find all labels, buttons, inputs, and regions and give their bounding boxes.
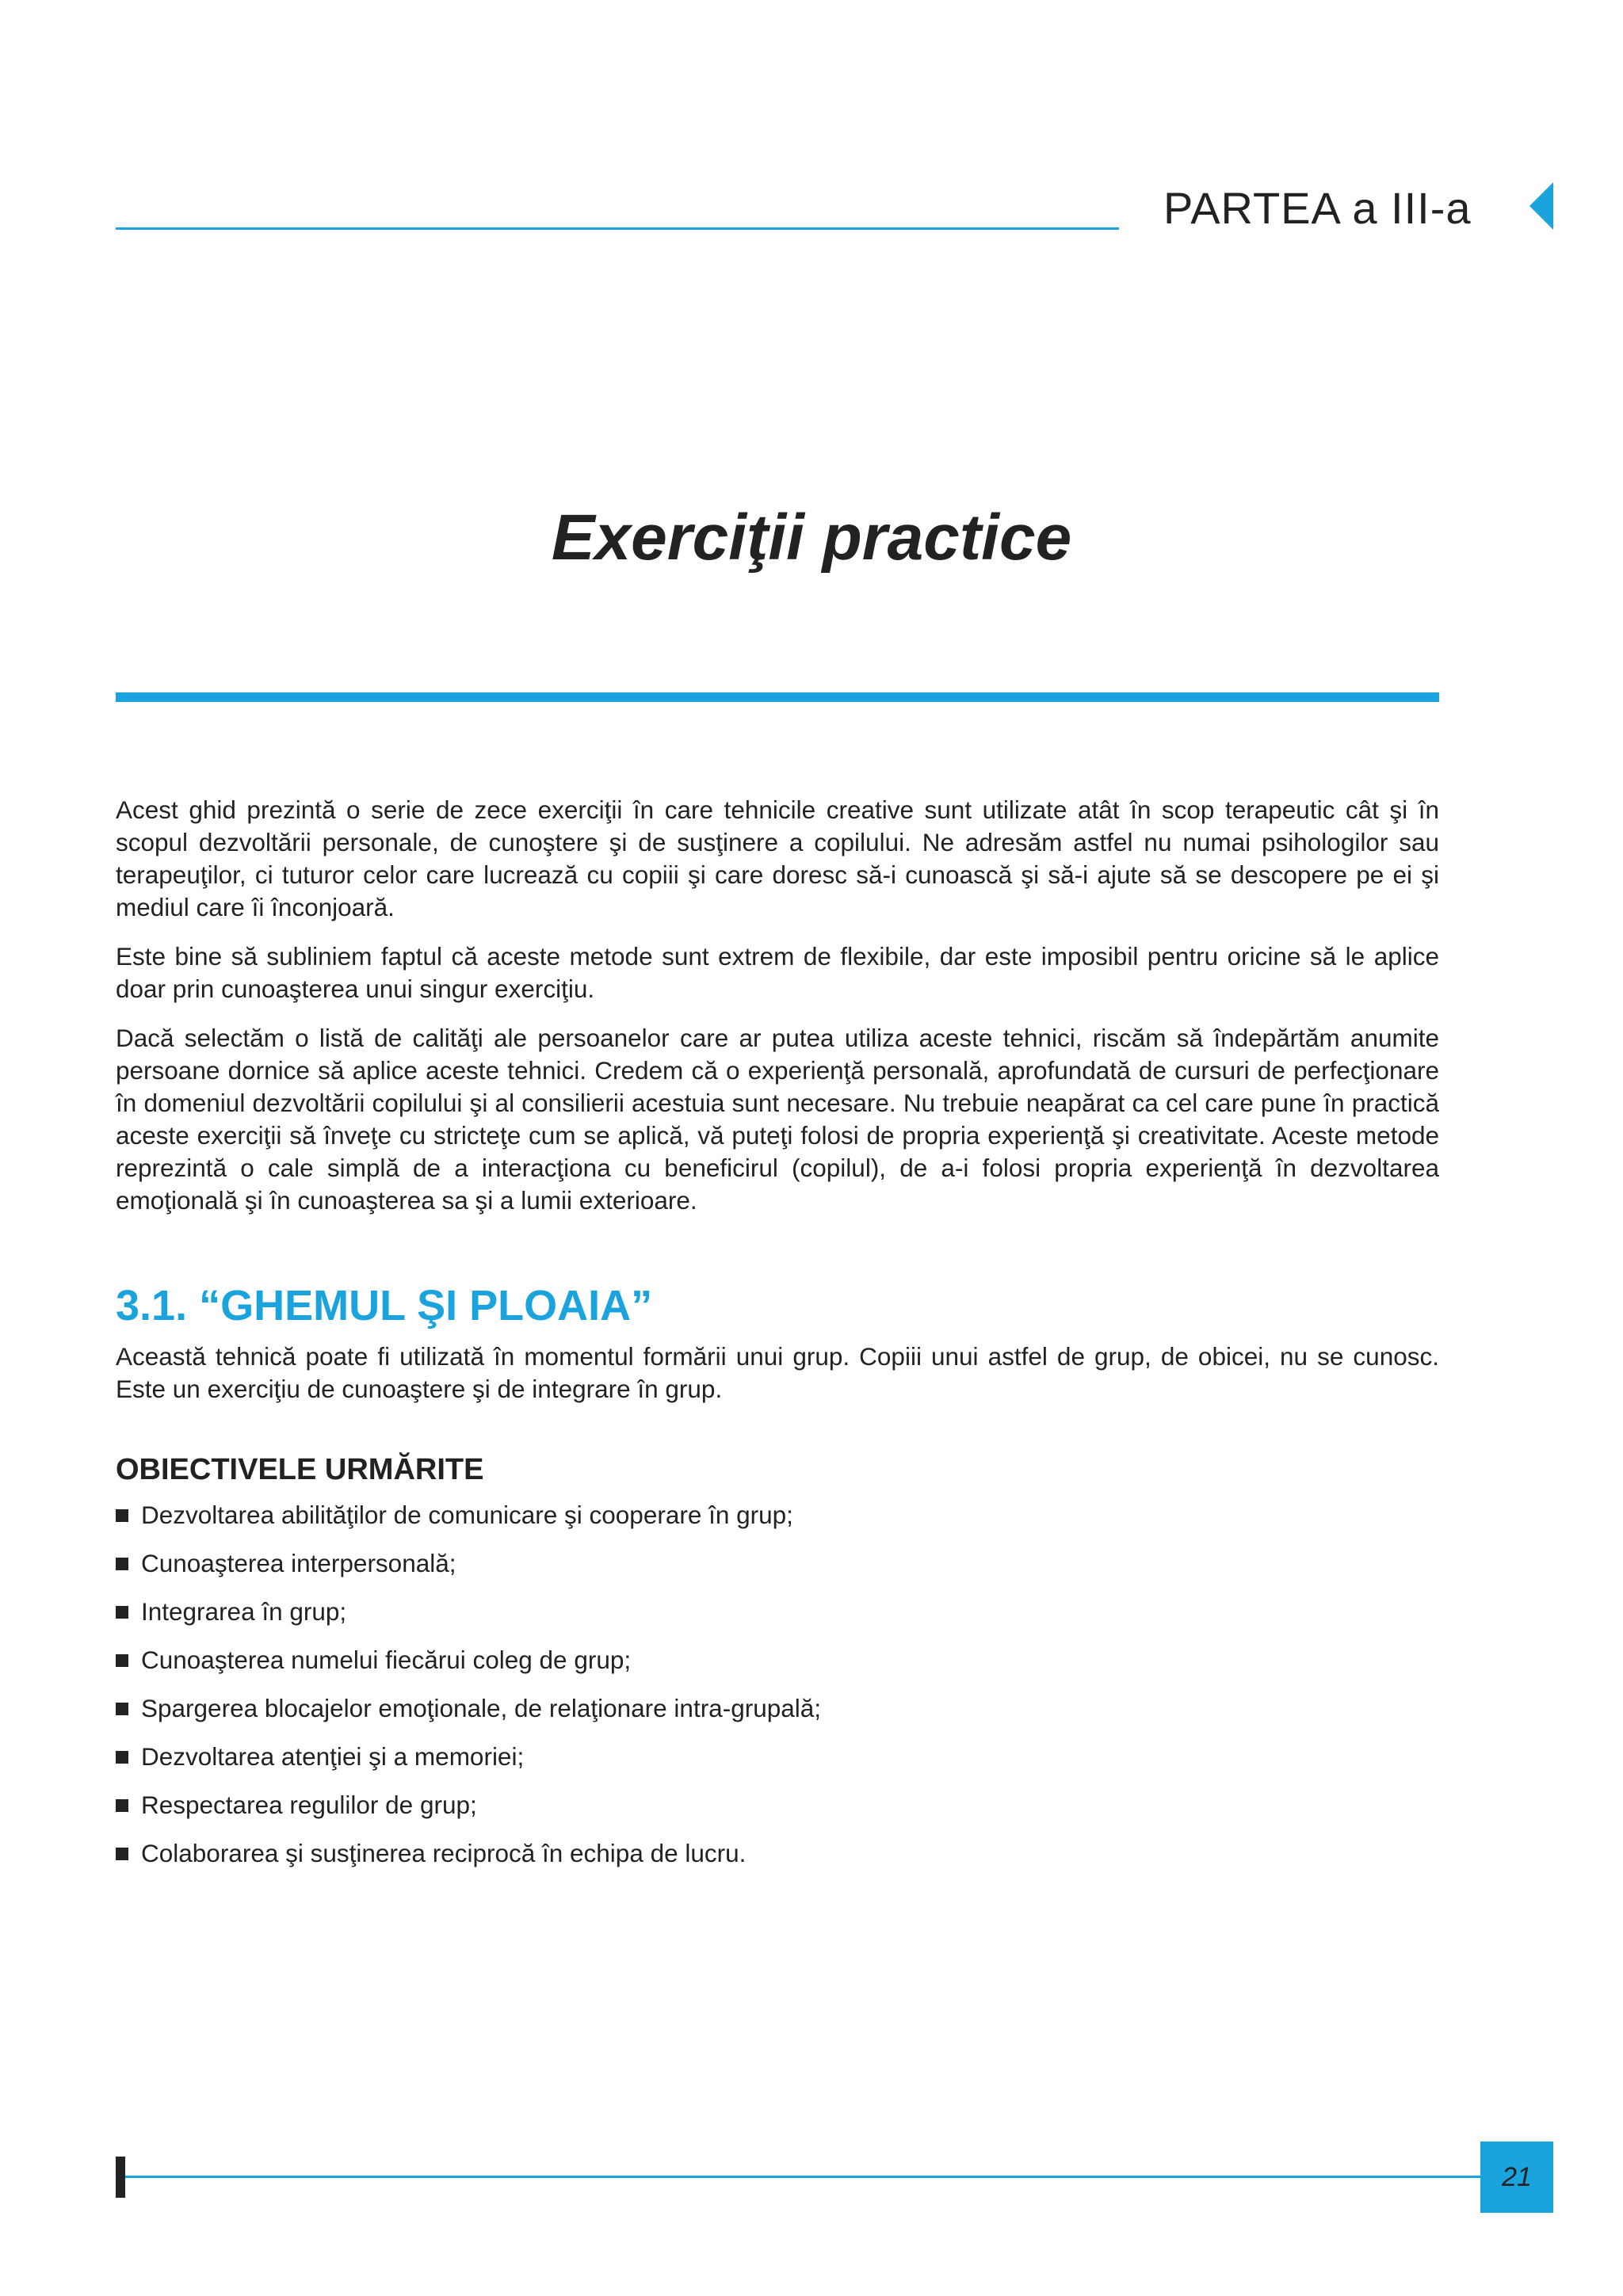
intro-paragraph: Acest ghid prezintă o serie de zece exerciţii în care tehnicile creative sunt utilizate atât în scop terapeutic cât şi în scopul dezvoltării personale, de cunoştere şi de susţinere a copilului. Ne adresăm astfel nu numai psihologilor sau terapeuţilor, ci tuturor celor care lucrează cu copiii şi care doresc să-i cunoască şi să-i ajute să se descopere pe ei şi mediul care îi înconjoară. bbox=[116, 795, 1439, 921]
square-bullet-icon bbox=[116, 1848, 128, 1860]
triangle-left-icon bbox=[1529, 182, 1553, 230]
objectives-heading: OBIECTIVELE URMĂRITE bbox=[116, 1453, 484, 1486]
footer-bar bbox=[116, 2157, 125, 2198]
list-item bbox=[116, 1499, 1439, 1531]
list-item bbox=[116, 1789, 1439, 1821]
intro-paragraph: Dacă selectăm o listă de calităţi ale persoanelor care ar putea utiliza aceste tehnici, riscăm să îndepărtăm anumite persoane dornice să aplice aceste tehnici. Credem că o experienţă personală, aprofundată de cursuri de perfecţionare în domeniul dezvoltării copilului şi al consilierii acestuia sunt necesare. Nu trebuie neapărat ca cel care pune în practică aceste exerciţii să înveţe cu stricteţe cum se aplică, vă puteţi folosi de propria experienţă şi creativitate. Aceste metode reprezintă o cale simplă de a interacţiona cu beneficirul (copilul), de a-i folosi propria experienţă în dezvoltarea emoţională şi în cunoaşterea sa şi a lumii exterioare. bbox=[116, 1024, 1439, 1215]
part-label: PARTEA a III-a bbox=[1163, 183, 1472, 233]
square-bullet-icon bbox=[116, 1558, 128, 1570]
list-item bbox=[116, 1547, 1439, 1580]
list-item-text: Spargerea blocajelor emoţionale, de relaţionare intra-grupală; bbox=[141, 1694, 822, 1722]
page-content bbox=[116, 794, 1439, 1886]
square-bullet-icon bbox=[116, 1703, 128, 1715]
section-heading: 3.1. “GHEMUL ŞI PLOAIA” bbox=[116, 1282, 653, 1329]
square-bullet-icon bbox=[116, 1606, 128, 1619]
page-title: Exerciţii practice bbox=[551, 502, 1072, 574]
list-item-text: Cunoaşterea numelui fiecărui coleg de grup; bbox=[141, 1646, 632, 1674]
footer-rule bbox=[125, 2176, 1480, 2178]
page-number-box bbox=[1480, 2142, 1553, 2213]
list-item-text: Cunoaşterea interpersonală; bbox=[141, 1549, 456, 1577]
list-item bbox=[116, 1692, 1439, 1725]
list-item-text: Respectarea regulilor de grup; bbox=[141, 1791, 477, 1819]
list-item-text: Integrarea în grup; bbox=[141, 1597, 347, 1626]
objectives-list bbox=[116, 1499, 1439, 1870]
intro-paragraph: Este bine să subliniem faptul că aceste metode sunt extrem de flexibile, dar este imposibil pentru oricine să le aplice doar prin cunoaşterea unui singur exerciţiu. bbox=[116, 942, 1439, 1003]
list-item bbox=[116, 1596, 1439, 1628]
title-rule bbox=[116, 692, 1439, 702]
header-rule bbox=[116, 227, 1119, 230]
list-item bbox=[116, 1741, 1439, 1773]
section-paragraph: Această tehnică poate fi utilizată în momentul formării unui grup. Copiii unui astfel de grup, de obicei, nu se cunosc. Este un exerciţiu de cunoaştere şi de integrare în grup. bbox=[116, 1342, 1439, 1403]
square-bullet-icon bbox=[116, 1751, 128, 1764]
list-item bbox=[116, 1837, 1439, 1870]
list-item bbox=[116, 1644, 1439, 1676]
square-bullet-icon bbox=[116, 1509, 128, 1522]
page-number: 21 bbox=[1502, 2161, 1532, 2192]
list-item-text: Colaborarea şi susţinerea reciprocă în echipa de lucru. bbox=[141, 1839, 747, 1867]
list-item-text: Dezvoltarea atenţiei şi a memoriei; bbox=[141, 1742, 525, 1771]
list-item-text: Dezvoltarea abilităţilor de comunicare şi cooperare în grup; bbox=[141, 1501, 793, 1529]
square-bullet-icon bbox=[116, 1654, 128, 1667]
square-bullet-icon bbox=[116, 1799, 128, 1812]
